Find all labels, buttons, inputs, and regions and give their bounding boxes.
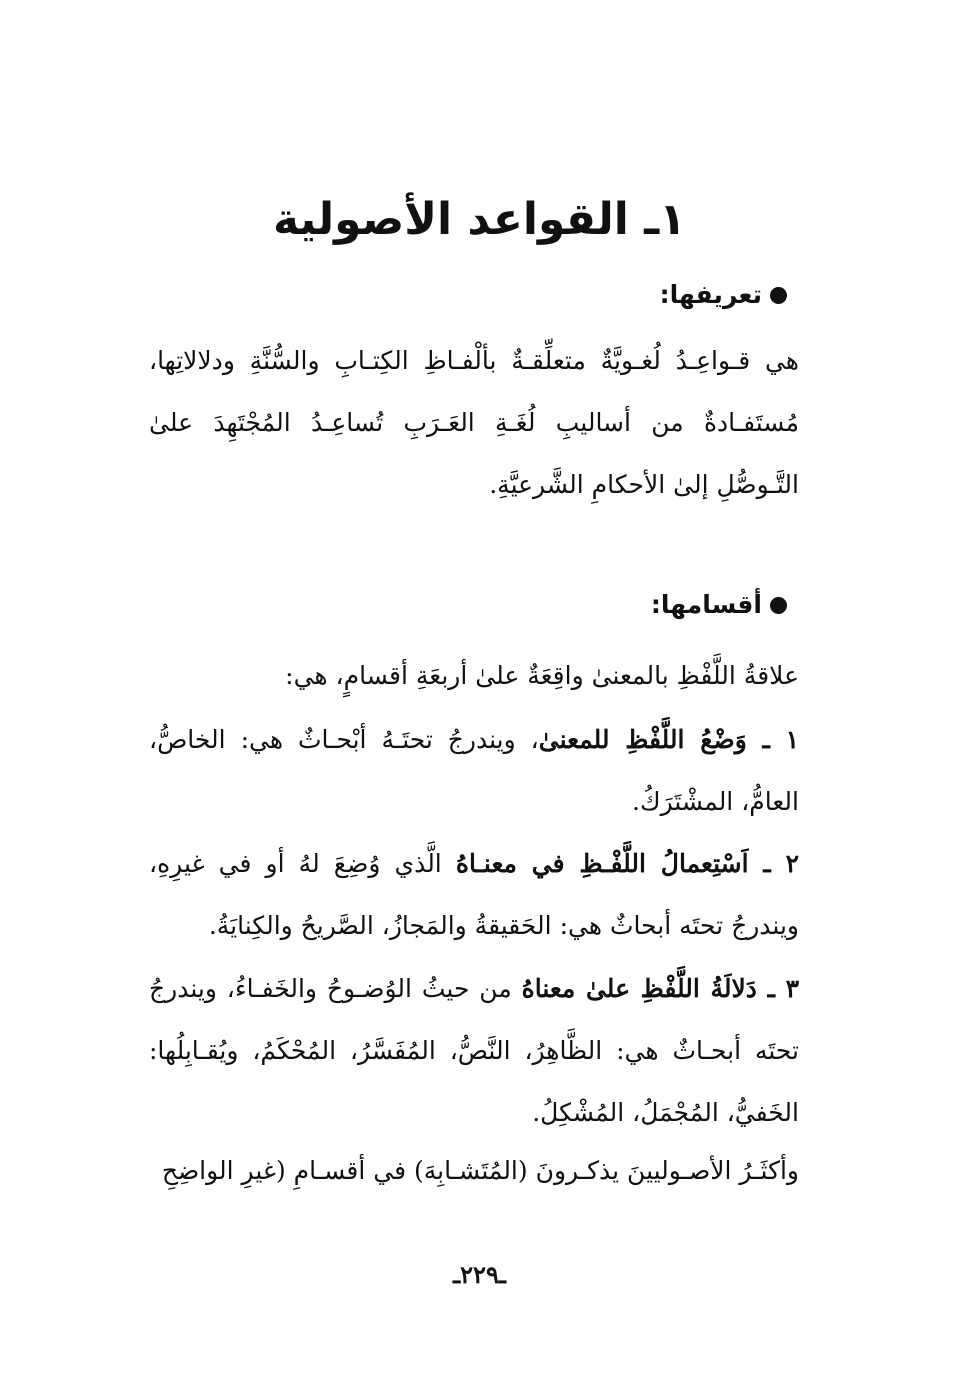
division-item-1-lead: ١ ـ وَضْعُ اللَّفْظِ للمعنىٰ	[538, 725, 800, 754]
definition-paragraph: هي قـواعِـدُ لُغـويَّةٌ متعلِّقـةٌ بألْفـاظِ الكِتـابِ والسُّنَّةِ ودلالاتِها، مُستَفـادةٌ من أساليبِ لُغَـةِ العَـرَبِ تُساعِـدُ المُجْتَهِدَ علىٰ التَّـوصُّلِ إلىٰ الأحكامِ الشَّرعيَّةِ.	[149, 346, 799, 499]
divisions-heading-label: أقسامها:	[650, 590, 762, 619]
divisions-intro: علاقةُ اللَّفْظِ بالمعنىٰ واقِعَةٌ علىٰ أربعَةِ أقسامٍ، هي:	[285, 661, 799, 690]
divisions-heading	[651, 588, 787, 622]
division-item-2-text: الَّذي وُضِعَ لهُ أو في غيرِهِ، ويندرجُ تحتَه أبحاثٌ هي: الحَقيقةُ والمَجازُ، الصَّريحُ والكِنايَةُ.	[149, 849, 799, 940]
definition-heading-label: تعريفها:	[659, 280, 762, 309]
page-title: ١ـ القواعد الأصولية	[272, 194, 687, 245]
division-item-1-text: ، ويندرجُ تحتَـهُ أبْحـاثٌ هي: الخاصُّ، العامُّ، المشْتَرَكُ.	[149, 725, 799, 816]
definition-heading	[660, 278, 787, 312]
division-item-2-lead: ٢ ـ اَسْتِعمالُ اللَّفْـظِ في معنـاهُ	[455, 849, 799, 878]
bullet-icon	[770, 287, 787, 304]
division-item-1	[149, 709, 799, 833]
bullet-icon	[770, 597, 787, 614]
closing-paragraph: وأكثَـرُ الأصـوليينَ يذكـرونَ (المُتَشـابِهَ) في أقسـامِ (غيرِ الواضِحِ	[161, 1156, 799, 1185]
division-item-3-lead: ٣ ـ دَلالَةُ اللَّفْظِ علىٰ معناهُ	[521, 974, 799, 1003]
division-item-2	[149, 833, 799, 957]
division-item-3-text: من حيثُ الوُضـوحُ والخَفـاءُ، ويندرجُ تحتَه أبحـاثٌ هي: الظَّاهِرُ، النَّصُّ، المُفَسَّرُ، المُحْكَمُ، ويُقـابِلُها: الخَفيُّ، المُجْمَلُ، المُشْكِلُ.	[149, 974, 799, 1127]
division-item-3	[149, 958, 799, 1144]
page-number: ـ٢٢٩ـ	[453, 1260, 506, 1289]
